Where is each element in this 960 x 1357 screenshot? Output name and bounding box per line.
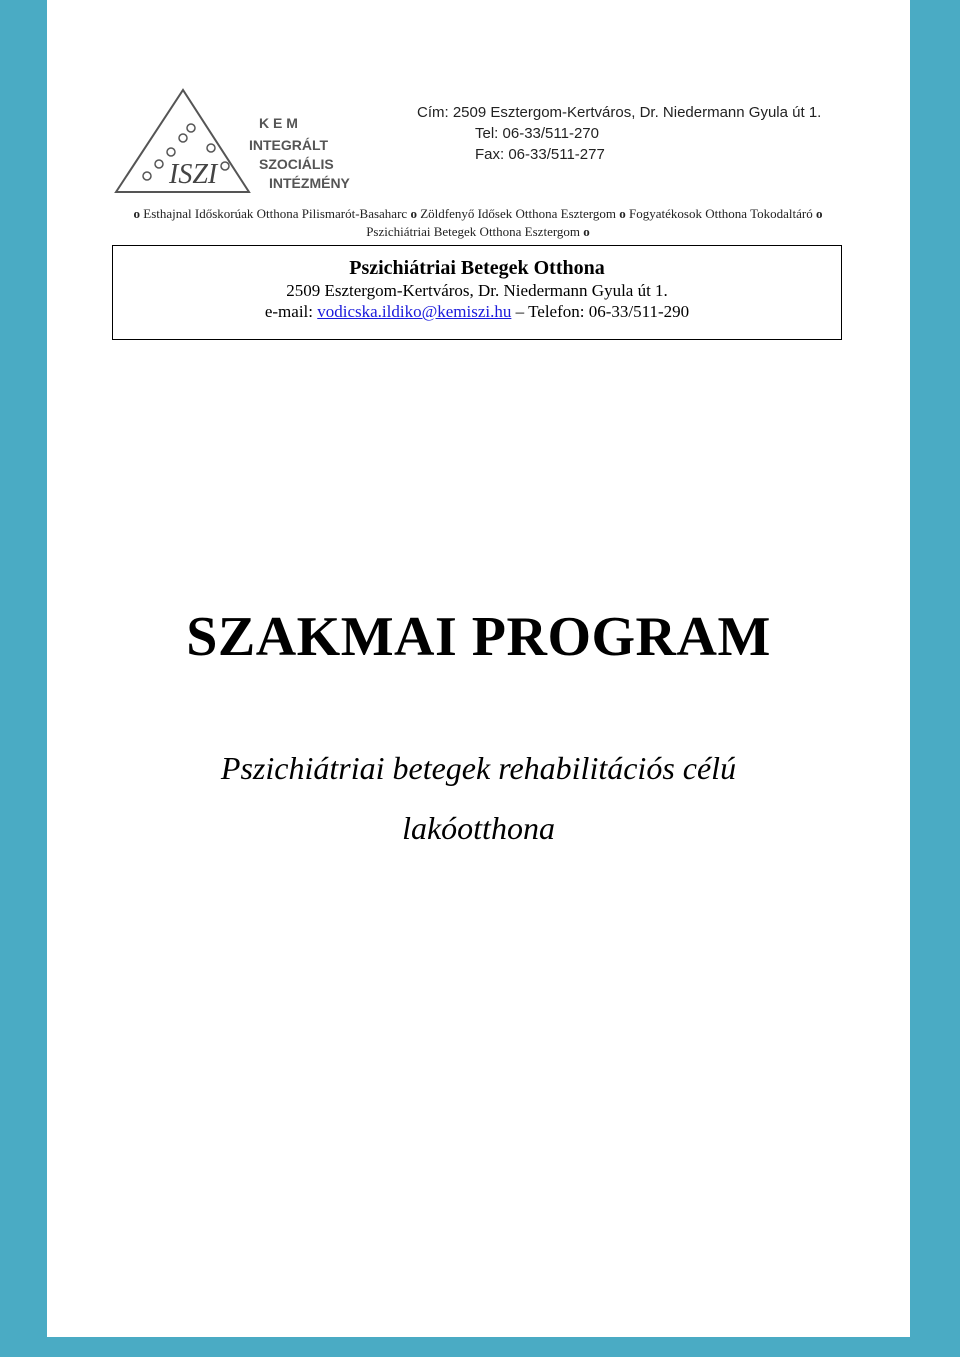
logo-szocialis: SZOCIÁLIS [259, 156, 334, 172]
bullet: o [815, 206, 823, 221]
site-item: Esthajnal Időskorúak Otthona Pilismarót-Basaharc [143, 206, 408, 221]
logo-dot [207, 144, 215, 152]
phone-text: – Telefon: 06-33/511-290 [515, 302, 690, 321]
email-link[interactable]: vodicska.ildiko@kemiszi.hu [317, 302, 512, 321]
contact-block [417, 102, 897, 165]
facility-name: Pszichiátriai Betegek Otthona [349, 257, 605, 279]
facility-contact-line [113, 301, 841, 322]
document-page [47, 0, 910, 1357]
site-item: Pszichiátriai Betegek Otthona Esztergom [366, 224, 581, 239]
kem-iszi-logo [113, 86, 383, 196]
subtitle-line-2: lakóotthona [402, 810, 555, 846]
logo-dot [187, 124, 195, 132]
bottom-border-strip [0, 1337, 960, 1357]
logo-dot [143, 172, 151, 180]
facility-box [112, 245, 842, 340]
logo-intezmeny: INTÉZMÉNY [269, 175, 350, 191]
tel-line: Tel: 06-33/511-270 [475, 125, 599, 142]
logo-dot [221, 162, 229, 170]
sites-list [112, 205, 844, 241]
bullet: o [583, 224, 590, 239]
address-line: Cím: 2509 Esztergom-Kertváros, Dr. Niedermann Gyula út 1. [417, 104, 822, 121]
document-subtitle [127, 738, 830, 858]
logo-integralt: INTEGRÁLT [249, 137, 329, 153]
bullet: o [133, 206, 141, 221]
logo-mark: ISZI [169, 159, 218, 190]
logo-dot [155, 160, 163, 168]
document-title: SZAKMAI PROGRAM [186, 606, 771, 668]
logo-dot [167, 148, 175, 156]
bullet: o [619, 206, 626, 221]
site-item: Zöldfenyő Idősek Otthona Esztergom [420, 206, 616, 221]
subtitle-line-1: Pszichiátriai betegek rehabilitációs célú [220, 750, 737, 786]
logo-dot [179, 134, 187, 142]
facility-address: 2509 Esztergom-Kertváros, Dr. Niedermann Gyula út 1. [286, 281, 668, 300]
bullet: o [410, 206, 417, 221]
logo-kem: K E M [259, 115, 298, 131]
fax-line: Fax: 06-33/511-277 [475, 146, 605, 163]
site-item: Fogyatékosok Otthona Tokodaltáró [629, 206, 813, 221]
email-label: e-mail: [264, 302, 313, 321]
